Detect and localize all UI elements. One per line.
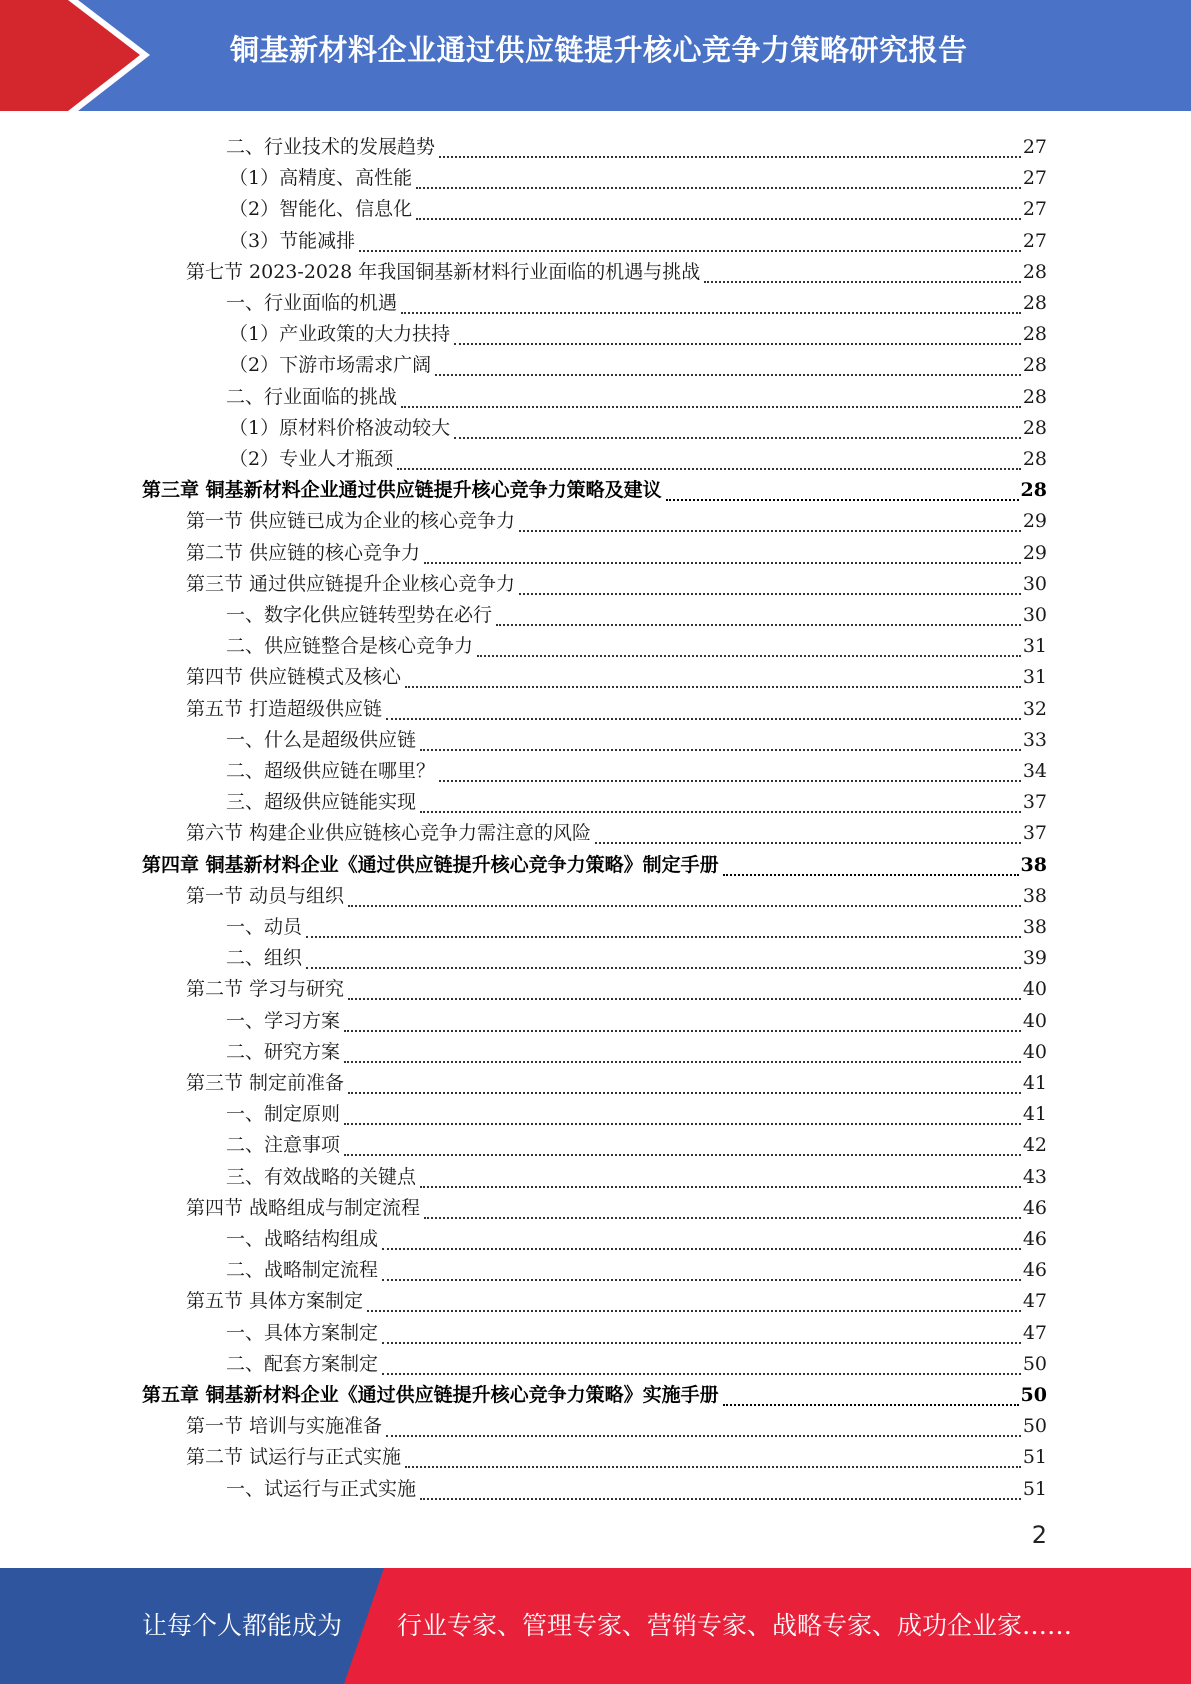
toc-entry-title: 第三章 铜基新材料企业通过供应链提升核心竞争力策略及建议 [142,479,662,502]
toc-dot-leader [416,201,1021,220]
toc-entry[interactable] [226,1001,1047,1032]
footer-slogan-left: 让每个人都能成为 [142,1611,343,1640]
toc-entry-page: 47 [1022,1290,1047,1313]
toc-entry-title: （1）原材料价格波动较大 [229,416,451,439]
toc-dot-leader [348,981,1021,1000]
toc-entry[interactable] [226,595,1047,626]
toc-entry-title: 第二节 供应链的核心竞争力 [186,541,421,564]
toc-entry[interactable] [186,813,1047,844]
toc-entry-title: 第四节 战略组成与制定流程 [186,1196,421,1219]
toc-entry[interactable] [226,1094,1047,1125]
toc-dot-leader [420,794,1021,813]
toc-entry-page: 31 [1022,635,1047,658]
toc-entry[interactable] [226,1469,1047,1500]
toc-entry-page: 28 [1022,354,1047,377]
toc-entry-page: 43 [1022,1165,1047,1188]
toc-dot-leader [519,576,1021,595]
toc-dot-leader [723,1387,1019,1406]
toc-dot-leader [367,1293,1021,1312]
toc-entry-page: 37 [1022,822,1047,845]
toc-entry-page: 28 [1022,260,1047,283]
toc-entry-title: 第五章 铜基新材料企业《通过供应链提升核心竞争力策略》实施手册 [142,1384,719,1406]
toc-entry-title: 第一节 供应链已成为企业的核心竞争力 [186,510,516,533]
toc-entry-page: 47 [1022,1321,1047,1344]
toc-chapter-entry[interactable] [142,470,1047,501]
toc-dot-leader [424,1200,1021,1219]
toc-dot-leader [344,1106,1021,1125]
toc-entry-page: 38 [1020,853,1047,876]
toc-dot-leader [519,513,1021,532]
toc-entry[interactable] [229,158,1047,189]
toc-dot-leader [348,888,1021,907]
toc-entry-title: 一、具体方案制定 [226,1321,379,1344]
toc-entry-page: 27 [1022,229,1047,252]
toc-dot-leader [382,1231,1021,1250]
toc-entry-title: 第二节 学习与研究 [186,978,345,1001]
toc-entry-page: 28 [1022,385,1047,408]
toc-entry-title: 第五节 打造超级供应链 [186,697,383,720]
toc-dot-leader [344,1137,1021,1156]
toc-entry-title: 二、行业技术的发展趋势 [226,136,436,158]
toc-entry-page: 46 [1022,1228,1047,1250]
toc-entry-title: 一、行业面临的机遇 [226,292,398,314]
toc-entry[interactable] [229,408,1047,439]
toc-entry-title: 二、组织 [226,947,303,970]
toc-entry-title: 一、数字化供应链转型势在必行 [226,604,493,626]
toc-entry[interactable] [186,1437,1047,1468]
toc-dot-leader [420,1169,1021,1188]
toc-entry-title: 第一节 培训与实施准备 [186,1415,383,1438]
toc-entry[interactable] [226,938,1047,969]
toc-entry-page: 51 [1022,1446,1047,1469]
toc-entry-title: 第三节 制定前准备 [186,1072,345,1094]
toc-entry[interactable] [226,720,1047,751]
toc-entry-title: 第四节 供应链模式及核心 [186,666,402,689]
toc-dot-leader [496,607,1021,626]
toc-dot-leader [439,763,1021,782]
toc-entry[interactable] [226,782,1047,813]
toc-dot-leader [382,1356,1021,1375]
toc-entry-title: 第四章 铜基新材料企业《通过供应链提升核心竞争力策略》制定手册 [142,853,719,876]
toc-entry[interactable] [226,1344,1047,1375]
toc-entry-page: 34 [1022,760,1047,782]
toc-entry[interactable] [229,439,1047,470]
toc-entry[interactable] [186,876,1047,907]
toc-entry-page: 41 [1022,1072,1047,1094]
toc-entry-page: 28 [1022,448,1047,470]
toc-entry-title: 二、战略制定流程 [226,1259,379,1282]
toc-dot-leader [386,1418,1021,1437]
toc-chapter-entry[interactable] [142,845,1047,876]
toc-dot-leader [723,857,1019,876]
toc-entry-title: 二、行业面临的挑战 [226,385,398,408]
toc-entry-page: 31 [1022,666,1047,689]
toc-entry-title: 一、战略结构组成 [226,1228,379,1250]
toc-entry-title: 第二节 试运行与正式实施 [186,1446,402,1469]
toc-entry-page: 39 [1022,947,1047,970]
toc-entry-page: 30 [1022,604,1047,626]
toc-entry-page: 42 [1022,1134,1047,1157]
toc-entry-title: （3）节能减排 [229,229,356,252]
toc-dot-leader [416,170,1021,189]
toc-dot-leader [344,1044,1021,1063]
toc-entry-title: 一、什么是超级供应链 [226,728,417,751]
toc-entry[interactable] [229,189,1047,220]
toc-entry-page: 28 [1022,323,1047,346]
toc-entry-page: 32 [1022,697,1047,720]
toc-entry-page: 37 [1022,791,1047,814]
toc-entry-title: 二、供应链整合是核心竞争力 [226,635,474,658]
toc-entry[interactable] [186,252,1047,283]
toc-entry-title: （1）产业政策的大力扶持 [229,323,451,346]
toc-entry-page: 46 [1022,1196,1047,1219]
toc-entry-page: 28 [1022,416,1047,439]
toc-dot-leader [704,264,1021,283]
toc-entry[interactable] [229,345,1047,376]
toc-dot-leader [405,669,1021,688]
toc-entry-title: 第六节 构建企业供应链核心竞争力需注意的风险 [186,822,592,845]
footer-band [0,1568,1191,1684]
toc-dot-leader [401,295,1021,314]
report-title: 铜基新材料企业通过供应链提升核心竞争力策略研究报告 [230,33,968,67]
toc-dot-leader [306,950,1021,969]
toc-entry-page: 29 [1022,541,1047,564]
header-band [0,0,1191,111]
toc-entry-title: 第七节 2023-2028 年我国铜基新材料行业面临的机遇与挑战 [186,260,701,283]
toc-entry-page: 40 [1022,978,1047,1001]
toc-entry-page: 40 [1022,1009,1047,1032]
toc-entry-title: 第一节 动员与组织 [186,884,345,907]
toc-entry[interactable] [186,1281,1047,1312]
footer-slogan-right: 行业专家、管理专家、营销专家、战略专家、成功企业家…… [397,1611,1073,1640]
toc-entry[interactable] [226,377,1047,408]
toc-entry-page: 29 [1022,510,1047,533]
toc-dot-leader [454,420,1021,439]
toc-entry-title: 三、超级供应链能实现 [226,791,417,814]
toc-dot-leader [344,1013,1021,1032]
toc-dot-leader [666,482,1019,501]
toc-entry-page: 41 [1022,1103,1047,1126]
toc-entry-page: 46 [1022,1259,1047,1282]
toc-entry[interactable] [226,626,1047,657]
toc-dot-leader [477,638,1021,657]
toc-dot-leader [454,326,1021,345]
toc-entry-page: 50 [1022,1415,1047,1438]
toc-entry-page: 30 [1022,572,1047,595]
toc-entry[interactable] [186,969,1047,1000]
toc-chapter-entry[interactable] [142,1375,1047,1406]
toc-entry-title: 一、制定原则 [226,1103,341,1126]
toc-entry-page: 28 [1020,479,1047,502]
toc-dot-leader [420,1481,1021,1500]
toc-entry[interactable] [186,501,1047,532]
toc-entry[interactable] [226,1032,1047,1063]
toc-entry-title: 二、配套方案制定 [226,1352,379,1375]
toc-entry-title: 一、试运行与正式实施 [226,1477,417,1500]
toc-entry[interactable] [186,533,1047,564]
toc-entry[interactable] [226,1313,1047,1344]
toc-dot-leader [435,357,1021,376]
toc-entry-page: 27 [1022,167,1047,190]
toc-entry[interactable] [186,1063,1047,1094]
toc-entry-page: 40 [1022,1040,1047,1063]
toc-dot-leader [348,1075,1021,1094]
toc-entry[interactable] [226,1125,1047,1156]
toc-entry-page: 51 [1022,1477,1047,1500]
toc-dot-leader [359,233,1021,252]
toc-dot-leader [595,825,1021,844]
toc-entry-title: （2）下游市场需求广阔 [229,354,432,377]
toc-entry-page: 50 [1020,1384,1047,1406]
toc-entry-title: （2）专业人才瓶颈 [229,448,394,470]
toc-dot-leader [439,139,1021,158]
toc-dot-leader [386,701,1021,720]
toc-entry-title: （1）高精度、高性能 [229,167,413,190]
toc-entry-title: 一、动员 [226,916,303,938]
toc-entry[interactable] [226,127,1047,158]
toc-dot-leader [420,732,1021,751]
toc-entry-title: 第三节 通过供应链提升企业核心竞争力 [186,572,516,595]
page-number: 2 [1031,1521,1047,1549]
toc-entry[interactable] [226,751,1047,782]
toc-entry-page: 27 [1022,198,1047,221]
toc-entry[interactable] [226,1250,1047,1281]
toc-entry-title: 二、注意事项 [226,1134,341,1157]
toc-entry[interactable] [186,657,1047,688]
toc-dot-leader [382,1262,1021,1281]
toc-entry-title: （2）智能化、信息化 [229,198,413,221]
toc-entry-page: 33 [1022,728,1047,751]
toc-entry-title: 二、超级供应链在哪里？ [226,760,436,782]
toc-entry[interactable] [226,283,1047,314]
toc-dot-leader [397,451,1021,470]
toc-entry-page: 38 [1022,916,1047,938]
arrow-logo-icon [0,0,150,111]
toc-dot-leader [306,919,1021,938]
toc-entry-page: 50 [1022,1352,1047,1375]
toc-entry[interactable] [226,907,1047,938]
toc-entry[interactable] [229,221,1047,252]
toc-entry[interactable] [226,1157,1047,1188]
toc-entry[interactable] [226,1219,1047,1250]
toc-entry[interactable] [186,1188,1047,1219]
toc-entry[interactable] [186,564,1047,595]
toc-entry-title: 第五节 具体方案制定 [186,1290,364,1313]
toc-entry[interactable] [186,1406,1047,1437]
toc-entry[interactable] [186,689,1047,720]
toc-entry-page: 38 [1022,884,1047,907]
toc-entry-title: 一、学习方案 [226,1009,341,1032]
toc-dot-leader [405,1449,1021,1468]
toc-entry[interactable] [229,314,1047,345]
toc-entry-title: 二、研究方案 [226,1040,341,1063]
toc-entry-title: 三、有效战略的关键点 [226,1165,417,1188]
toc-entry-page: 28 [1022,292,1047,314]
toc-dot-leader [382,1325,1021,1344]
toc-entry-page: 27 [1022,136,1047,158]
toc-dot-leader [401,389,1021,408]
toc-dot-leader [424,545,1021,564]
